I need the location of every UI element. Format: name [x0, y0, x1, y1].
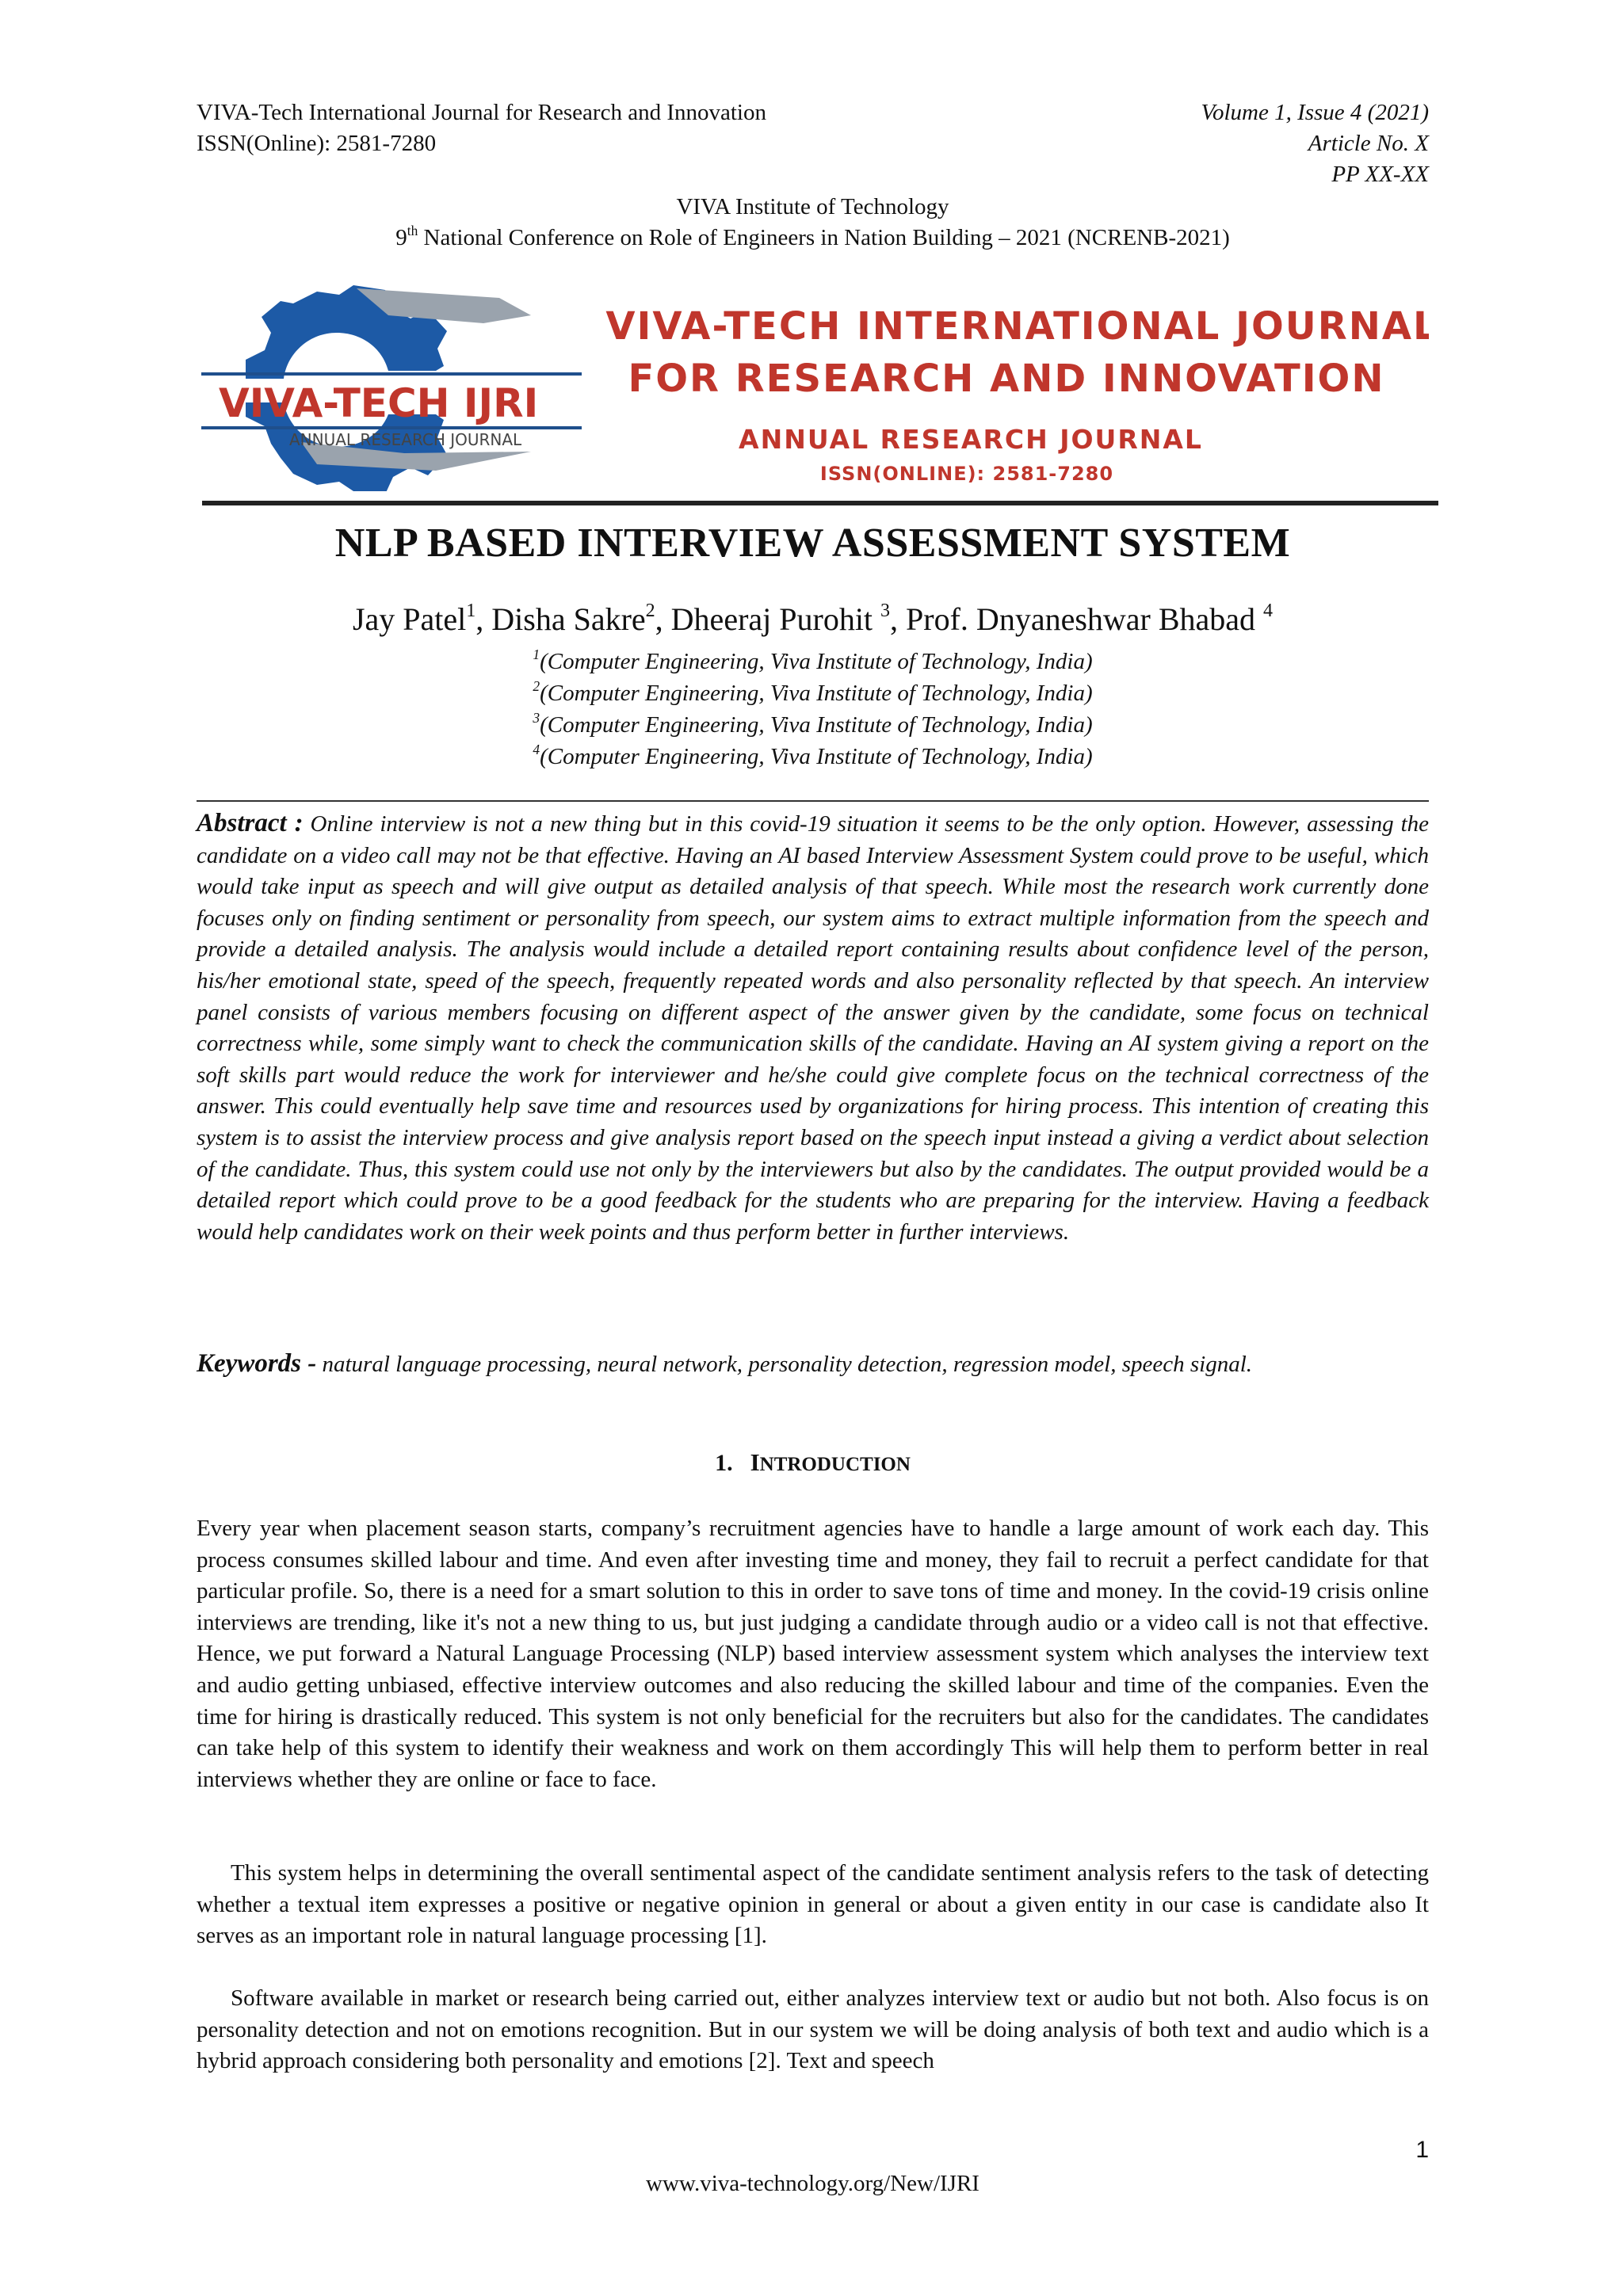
body-paragraph: Software available in market or research being carried out, either analyzes interview text or audio but not both. Also focus is on personality detection and not on emotions recognition. But in our system we will be doing analysis of both text and audio which is a hybrid approach considering both personality and emotions [2]. Text and speech [197, 1985, 1429, 2074]
author-name: Prof. Dnyaneshwar Bhabad [906, 601, 1264, 637]
paper-title: NLP BASED INTERVIEW ASSESSMENT SYSTEM [334, 521, 1291, 566]
footer-url: www.viva-technology.org/New/IJRI [646, 2171, 980, 2196]
abstract-divider [197, 800, 1429, 802]
page-number: 1 [1415, 2137, 1429, 2163]
author-name: Dheeraj Purohit [670, 601, 881, 637]
abstract-label: Abstract : [197, 809, 304, 837]
author-affiliation-mark: 3 [880, 601, 891, 622]
conference-number: 9 [395, 225, 407, 250]
body-paragraph: Every year when placement season starts, company’s recruitment agencies have to handle a large amount of work each day. This process consumes skilled labour and time. And even after investing time and money, they fail to recruit a perfect candidate for that particular profile. So, there is a need for a smart solution to this in order to save tons of time and money. In the covid-19 crisis online interviews are trending, like it's not a new thing to us, but just judging a candidate through audio or a video call is not that effective. Hence, we put forward a Natural Language Processing (NLP) based interview assessment system which analyses the interview text and audio getting unbiased, effective interview outcomes and also reducing the skilled labour and time of the companies. Even the time for hiring is drastically reduced. This system is not only beneficial for the recruiters but also for the candidates. The candidates can take help of this system to identify their weakness and work on them accordingly This will help them to perform better in real interviews whether they are online or face to face. [197, 1516, 1429, 1792]
affiliation [197, 646, 1429, 677]
annual-research-journal: ANNUAL RESEARCH JOURNAL [739, 424, 1203, 455]
author-name: Disha Sakre [491, 601, 646, 637]
conference-ordinal: th [407, 222, 418, 238]
conference-name [197, 222, 1429, 254]
affiliation-text: (Computer Engineering, Viva Institute of Technology, India) [540, 744, 1093, 769]
logo-subtext: ANNUAL RESEARCH JOURNAL [289, 430, 522, 449]
keywords-label: Keywords - [197, 1349, 317, 1378]
affiliation [197, 709, 1429, 741]
keywords [197, 1348, 1429, 1381]
journal-banner [198, 284, 1429, 491]
section-number: 1. [715, 1450, 733, 1476]
affiliation [197, 677, 1429, 709]
author-separator: , [475, 601, 492, 637]
section-title-rest: NTRODUCTION [759, 1454, 911, 1475]
affiliation-mark: 2 [533, 677, 540, 694]
issn-online: ISSN(Online): 2581-7280 [197, 131, 437, 156]
affiliation [197, 741, 1429, 772]
author-list [197, 601, 1429, 638]
affiliation-mark: 3 [533, 709, 540, 726]
author-affiliation-mark: 4 [1263, 601, 1274, 622]
author-separator: , [890, 601, 907, 637]
affiliation-text: (Computer Engineering, Viva Institute of Technology, India) [540, 681, 1093, 706]
author-separator: , [655, 601, 671, 637]
banner-issn: ISSN(ONLINE): 2581-7280 [819, 463, 1114, 485]
article-number: Article No. X [1308, 131, 1429, 156]
body-paragraph: This system helps in determining the overall sentimental aspect of the candidate sentiment analysis refers to the task of detecting whether a textual item expresses a positive or negative opinion in general or about a given entity in our case is candidate also It serves as an important role in natural language processing [1]. [197, 1860, 1429, 1949]
volume-issue: Volume 1, Issue 4 (2021) [1201, 100, 1429, 125]
page-range: PP XX-XX [1331, 162, 1429, 187]
author-name: Jay Patel [352, 601, 467, 637]
author-affiliation-mark: 2 [645, 601, 655, 622]
journal-name: VIVA-Tech International Journal for Research and Innovation [197, 100, 766, 125]
section-heading [197, 1448, 1429, 1477]
affiliation-text: (Computer Engineering, Viva Institute of Technology, India) [540, 649, 1093, 674]
affiliation-text: (Computer Engineering, Viva Institute of Technology, India) [540, 712, 1093, 738]
institute-name: VIVA Institute of Technology [676, 194, 949, 219]
affiliation-mark: 1 [533, 646, 540, 662]
journal-title-line-2: FOR RESEARCH AND INNOVATION [628, 357, 1385, 401]
journal-logo-banner [198, 284, 1429, 491]
conference-title: National Conference on Role of Engineers in Nation Building – 2021 (NCRENB-2021) [418, 225, 1230, 250]
logo-text: VIVA-TECH IJRI [219, 380, 539, 426]
author-affiliation-mark: 1 [466, 601, 476, 622]
keywords-text: natural language processing, neural network, personality detection, regression model, speech signal. [316, 1352, 1253, 1377]
abstract-text: Online interview is not a new thing but in this covid-19 situation it seems to be the only option. However, assessing the candidate on a video call may not be that effective. Having an AI based Interview Assessment System could prove to be useful, which would take input as speech and will give output as detailed analysis of that speech. While most the research work currently done focuses only on finding sentiment or personality from speech, our system aims to extract multiple information from the speech and provide a detailed analysis. The analysis would include a detailed report containing results about confidence level of the person, his/her emotional state, speed of the speech, frequently repeated words and also personality reflected by that speech. An interview panel consists of various members focusing on different aspect of the answer given by the candidate, some focus on technical correctness while, some simply want to check the communication skills of the candidate. Having an AI system giving a report on the soft skills part would reduce the work for interviewer and he/she could give complete focus on the technical correctness of the answer. This could eventually help save time and resources used by organizations for hiring process. This intention of creating this system is to assist the interview process and give analysis report based on the speech input instead a giving a verdict about selection of the candidate. Thus, this system could use not only by the interviewers but also by the candidates. The output provided would be a detailed report which could prove to be a good feedback for the students who are preparing for the interview. Having a feedback would help candidates work on their week points and thus perform better in further interviews. [197, 811, 1429, 1245]
affiliation-mark: 4 [533, 741, 540, 757]
journal-title-line-1: VIVA-TECH INTERNATIONAL JOURNAL [605, 304, 1429, 349]
abstract [197, 808, 1429, 1248]
section-title-initial: I [750, 1448, 760, 1476]
banner-divider [202, 501, 1438, 505]
